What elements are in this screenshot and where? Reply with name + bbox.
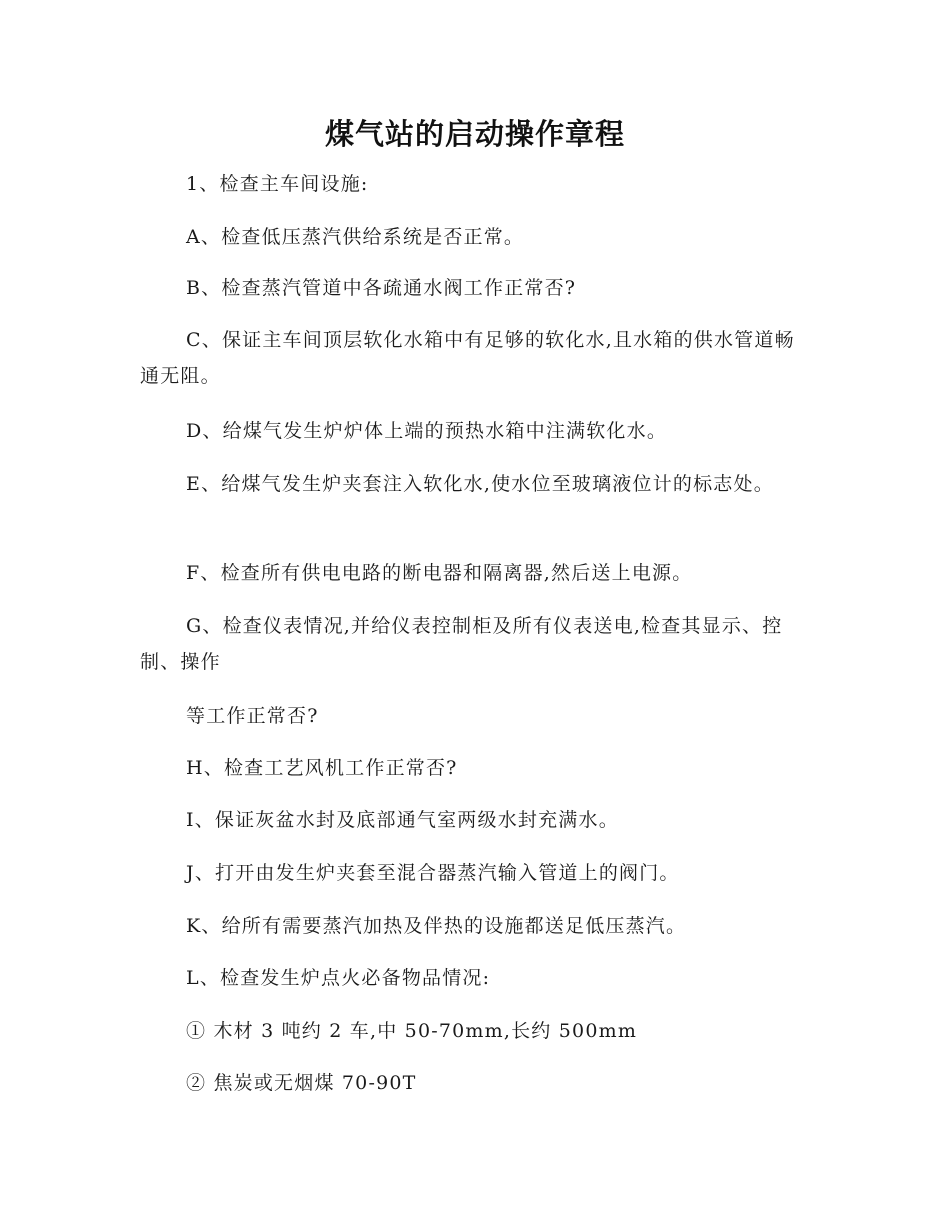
paragraph-h: H、检查工艺风机工作正常否? (186, 757, 458, 779)
paragraph-e: E、给煤气发生炉夹套注入软化水,使水位至玻璃液位计的标志处。 (186, 473, 774, 495)
list-item-wood: ① 木材 3 吨约 2 车,中 50-70mm,长约 500mm (186, 1020, 638, 1042)
paragraph-d: D、给煤气发生炉炉体上端的预热水箱中注满软化水。 (186, 420, 668, 442)
paragraph-g-continued: 等工作正常否? (186, 705, 319, 727)
list-item-coal: ② 焦炭或无烟煤 70-90T (186, 1072, 417, 1094)
paragraph-j: J、打开由发生炉夹套至混合器蒸汽输入管道上的阀门。 (186, 862, 680, 884)
paragraph-l: L、检查发生炉点火必备物品情况: (186, 967, 491, 989)
paragraph-i: I、保证灰盆水封及底部通气室两级水封充满水。 (186, 809, 619, 831)
document-title: 煤气站的启动操作章程 (324, 117, 625, 151)
paragraph-c: C、保证主车间顶层软化水箱中有足够的软化水,且水箱的供水管道畅通无阻。 (140, 329, 795, 387)
paragraph-f: F、检查所有供电电路的断电器和隔离器,然后送上电源。 (186, 562, 693, 584)
paragraph-b: B、检查蒸汽管道中各疏通水阀工作正常否? (186, 277, 577, 299)
paragraph-a: A、检查低压蒸汽供给系统是否正常。 (186, 226, 525, 248)
paragraph-g: G、检查仪表情况,并给仪表控制柜及所有仪表送电,检查其显示、控制、操作 (140, 615, 783, 673)
paragraph-1: 1、检查主车间设施: (186, 173, 369, 195)
paragraph-k: K、给所有需要蒸汽加热及伴热的设施都送足低压蒸汽。 (186, 915, 687, 937)
